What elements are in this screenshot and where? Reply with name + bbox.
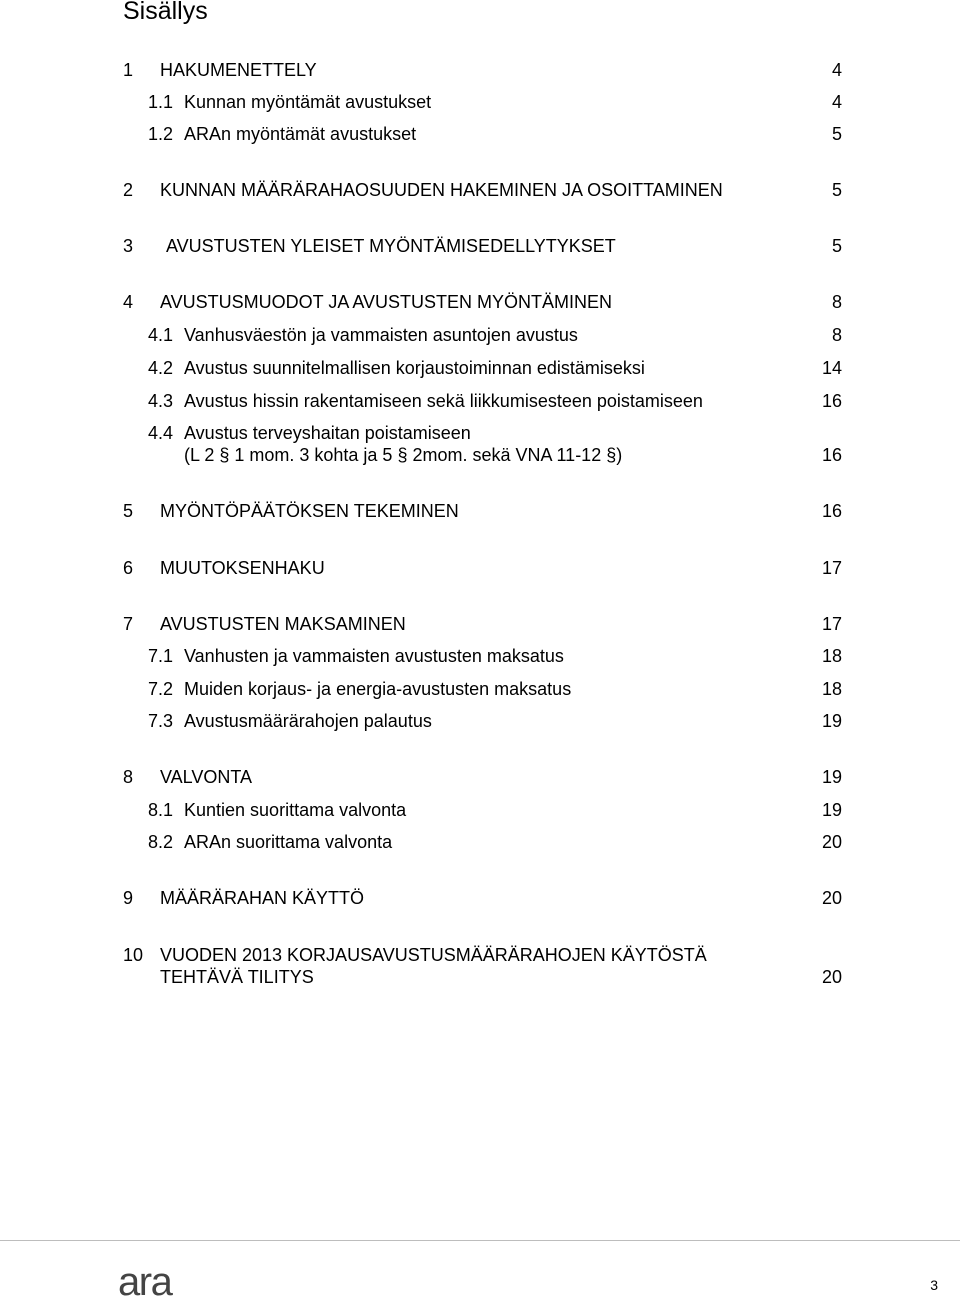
toc-page-number: 20 (821, 888, 842, 908)
footer-divider (0, 1240, 960, 1241)
toc-page-number: 16 (821, 501, 842, 521)
toc-title: VALVONTA (160, 767, 253, 787)
toc-title: HAKUMENETTELY (160, 60, 317, 80)
toc-page-number: 20 (821, 967, 842, 987)
toc-title-continuation: TEHTÄVÄ TILITYS (160, 967, 314, 987)
toc-title: Vanhusten ja vammaisten avustusten maksatus (184, 646, 564, 666)
toc-page-number: 20 (821, 832, 842, 852)
toc-number: 8 (123, 767, 134, 787)
toc-title: Avustus hissin rakentamiseen sekä liikkumisesteen poistamiseen (184, 391, 703, 411)
toc-page-number: 18 (821, 646, 842, 666)
page-number: 3 (930, 1277, 938, 1293)
toc-page-number: 14 (821, 358, 842, 378)
toc-title: VUODEN 2013 KORJAUSAVUSTUSMÄÄRÄRAHOJEN KÄYTÖSTÄ (160, 945, 707, 965)
toc-title: MUUTOKSENHAKU (160, 558, 325, 578)
toc-title: AVUSTUSMUODOT JA AVUSTUSTEN MYÖNTÄMINEN (160, 292, 613, 312)
toc-page-number: 8 (831, 325, 842, 345)
toc-number: 4.3 (148, 391, 174, 411)
toc-number: 3 (123, 236, 134, 256)
toc-number: 2 (123, 180, 134, 200)
toc-title: KUNNAN MÄÄRÄRAHAOSUUDEN HAKEMINEN JA OSOITTAMINEN (160, 180, 723, 200)
toc-number: 6 (123, 558, 134, 578)
toc-page-number: 4 (831, 60, 842, 80)
toc-title: MYÖNTÖPÄÄTÖKSEN TEKEMINEN (160, 501, 459, 521)
toc-title: AVUSTUSTEN MAKSAMINEN (160, 614, 406, 634)
toc-title: Muiden korjaus- ja energia-avustusten maksatus (184, 679, 572, 699)
toc-title: ARAn suorittama valvonta (184, 832, 393, 852)
toc-number: 5 (123, 501, 134, 521)
svg-text:ara: ara (118, 1263, 172, 1303)
toc-number: 8.1 (148, 800, 174, 820)
page-title: Sisällys (123, 0, 208, 25)
toc-page-number: 4 (831, 92, 842, 112)
toc-title: AVUSTUSTEN YLEISET MYÖNTÄMISEDELLYTYKSET (166, 236, 616, 256)
toc-page-number: 19 (821, 800, 842, 820)
toc-number: 4 (123, 292, 134, 312)
toc-title: Avustusmäärärahojen palautus (184, 711, 432, 731)
toc-page-number: 17 (821, 558, 842, 578)
toc-number: 10 (123, 945, 144, 965)
toc-number: 1 (123, 60, 134, 80)
toc-title: Avustus terveyshaitan poistamiseen (184, 423, 471, 443)
toc-title: ARAn myöntämät avustukset (184, 124, 417, 144)
toc-page-number: 8 (831, 292, 842, 312)
toc-page-number: 17 (821, 614, 842, 634)
toc-number: 7 (123, 614, 134, 634)
toc-page-number: 5 (831, 236, 842, 256)
ara-logo (118, 1263, 190, 1303)
toc-page-number: 19 (821, 767, 842, 787)
toc-number: 8.2 (148, 832, 174, 852)
toc-number: 4.1 (148, 325, 174, 345)
toc-number: 1.2 (148, 124, 174, 144)
toc-page-number: 18 (821, 679, 842, 699)
toc-title-continuation: (L 2 § 1 mom. 3 kohta ja 5 § 2mom. sekä VNA 11-12 §) (184, 445, 623, 465)
toc-title: Vanhusväestön ja vammaisten asuntojen avustus (184, 325, 578, 345)
toc-page-number: 5 (831, 124, 842, 144)
toc-page-number: 16 (821, 391, 842, 411)
toc-number: 1.1 (148, 92, 174, 112)
toc-page-number: 19 (821, 711, 842, 731)
toc-number: 7.2 (148, 679, 174, 699)
toc-number: 9 (123, 888, 134, 908)
toc-title: Avustus suunnitelmallisen korjaustoiminnan edistämiseksi (184, 358, 645, 378)
toc-number: 7.3 (148, 711, 174, 731)
toc-page-number: 16 (821, 445, 842, 465)
toc-title: Kuntien suorittama valvonta (184, 800, 407, 820)
toc-number: 7.1 (148, 646, 174, 666)
toc-title: Kunnan myöntämät avustukset (184, 92, 432, 112)
toc-number: 4.2 (148, 358, 174, 378)
toc-number: 4.4 (148, 423, 174, 443)
toc-page-number: 5 (831, 180, 842, 200)
toc-title: MÄÄRÄRAHAN KÄYTTÖ (160, 888, 365, 908)
